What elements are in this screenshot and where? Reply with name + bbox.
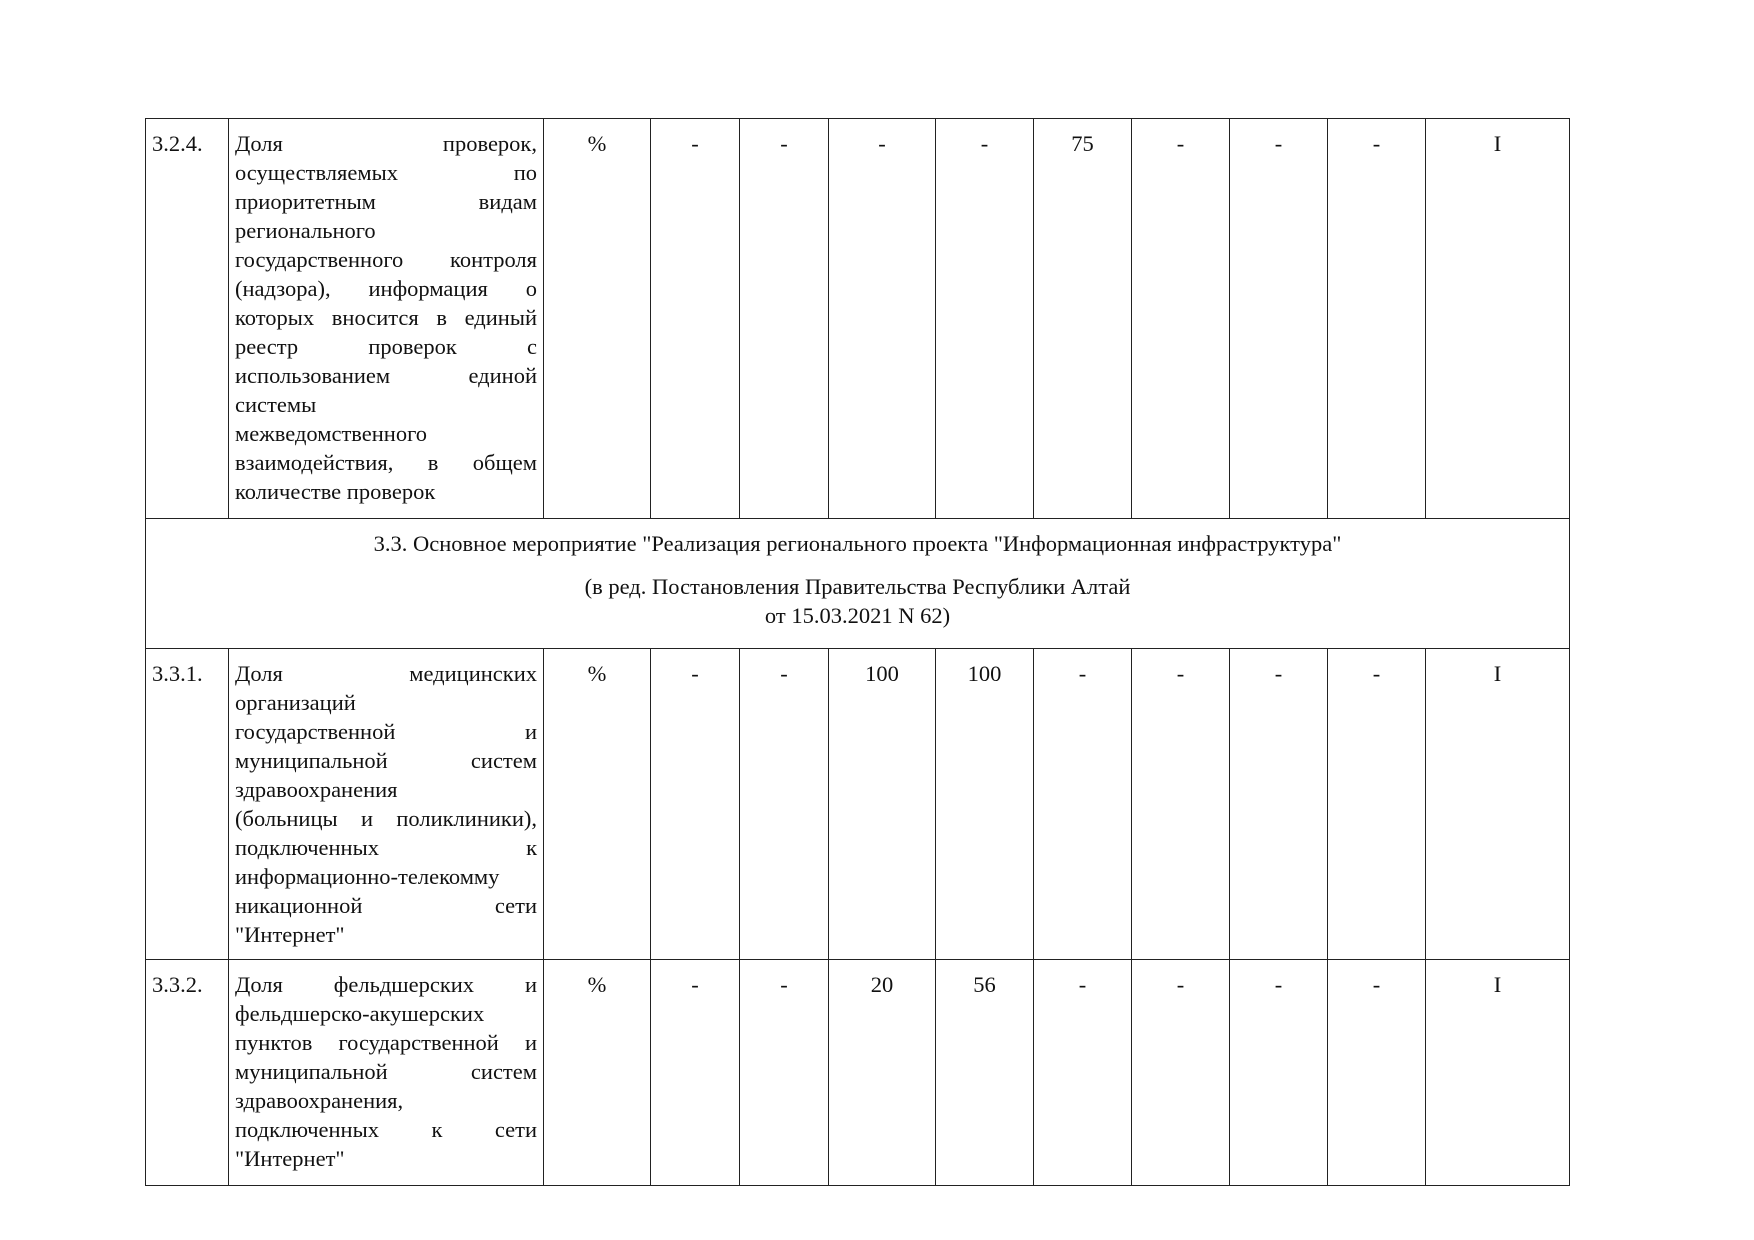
name-line: пунктов государственной и (235, 1030, 537, 1055)
name-line: использованием единой (235, 363, 537, 388)
value-cell: - (1230, 960, 1328, 1186)
indicator-name (229, 649, 544, 960)
table-row (146, 960, 1570, 1186)
value-cell: 75 (1034, 119, 1132, 519)
table-row (146, 119, 1570, 519)
indicator-name (229, 960, 544, 1186)
name-line: муниципальной систем (235, 1059, 537, 1084)
unit-cell: % (544, 960, 651, 1186)
value-cell: - (1132, 649, 1230, 960)
value-cell: - (1230, 649, 1328, 960)
value-cell: 20 (829, 960, 936, 1186)
value-cell: 56 (936, 960, 1034, 1186)
row-number: 3.2.4. (146, 119, 229, 519)
name-line: реестр проверок с (235, 334, 537, 359)
value-cell: - (740, 119, 829, 519)
name-line: осуществляемых по (235, 160, 537, 185)
value-cell: - (651, 649, 740, 960)
category-cell: I (1426, 960, 1570, 1186)
table-body (146, 119, 1570, 1186)
name-line: Доля фельдшерских и (235, 972, 537, 997)
unit-cell: % (544, 119, 651, 519)
name-line: здравоохранения (235, 777, 398, 802)
section-row (146, 519, 1570, 649)
indicators-table (145, 118, 1570, 1186)
name-line: системы (235, 392, 317, 417)
unit-cell: % (544, 649, 651, 960)
name-line: взаимодействия, в общем (235, 450, 537, 475)
name-line: государственного контроля (235, 247, 537, 272)
name-line: муниципальной систем (235, 748, 537, 773)
value-cell: - (651, 960, 740, 1186)
category-cell: I (1426, 649, 1570, 960)
name-line: регионального (235, 218, 376, 243)
value-cell: - (1328, 960, 1426, 1186)
value-cell: - (1132, 960, 1230, 1186)
name-line: приоритетным видам (235, 189, 537, 214)
value-cell: - (651, 119, 740, 519)
name-line: организаций (235, 690, 356, 715)
value-cell: - (1034, 649, 1132, 960)
name-line: "Интернет" (235, 1146, 345, 1171)
section-header (146, 519, 1570, 649)
name-line: которых вносится в единый (235, 305, 537, 330)
section-spacer (152, 558, 1563, 572)
name-line: межведомственного (235, 421, 428, 446)
name-line: подключенных к сети (235, 1117, 537, 1142)
value-cell: - (1328, 119, 1426, 519)
value-cell: - (740, 960, 829, 1186)
row-number: 3.3.1. (146, 649, 229, 960)
section-amendment-date: от 15.03.2021 N 62) (764, 603, 951, 628)
table-row (146, 649, 1570, 960)
name-line: Доля проверок, (235, 131, 537, 156)
name-line: Доля медицинских (235, 661, 537, 686)
name-line: государственной и (235, 719, 537, 744)
value-cell: - (1132, 119, 1230, 519)
name-line: информационно-телекомму (235, 864, 500, 889)
section-amendment-note: (в ред. Постановления Правительства Республики Алтай (584, 574, 1131, 599)
value-cell: - (936, 119, 1034, 519)
name-line: здравоохранения, (235, 1088, 404, 1113)
value-cell: 100 (936, 649, 1034, 960)
value-cell: - (1230, 119, 1328, 519)
indicator-name (229, 119, 544, 519)
name-line: фельдшерско-акушерских (235, 1001, 485, 1026)
name-line: никационной сети (235, 893, 537, 918)
name-line: (надзора), информация о (235, 276, 537, 301)
name-line: подключенных к (235, 835, 537, 860)
value-cell: - (1034, 960, 1132, 1186)
value-cell: - (1328, 649, 1426, 960)
name-line: количестве проверок (235, 479, 436, 504)
value-cell: - (740, 649, 829, 960)
value-cell: - (829, 119, 936, 519)
value-cell: 100 (829, 649, 936, 960)
name-line: (больницы и поликлиники), (235, 806, 537, 831)
section-title: 3.3. Основное мероприятие "Реализация регионального проекта "Информационная инфраструктура" (373, 531, 1342, 556)
row-number: 3.3.2. (146, 960, 229, 1186)
category-cell: I (1426, 119, 1570, 519)
name-line: "Интернет" (235, 922, 345, 947)
